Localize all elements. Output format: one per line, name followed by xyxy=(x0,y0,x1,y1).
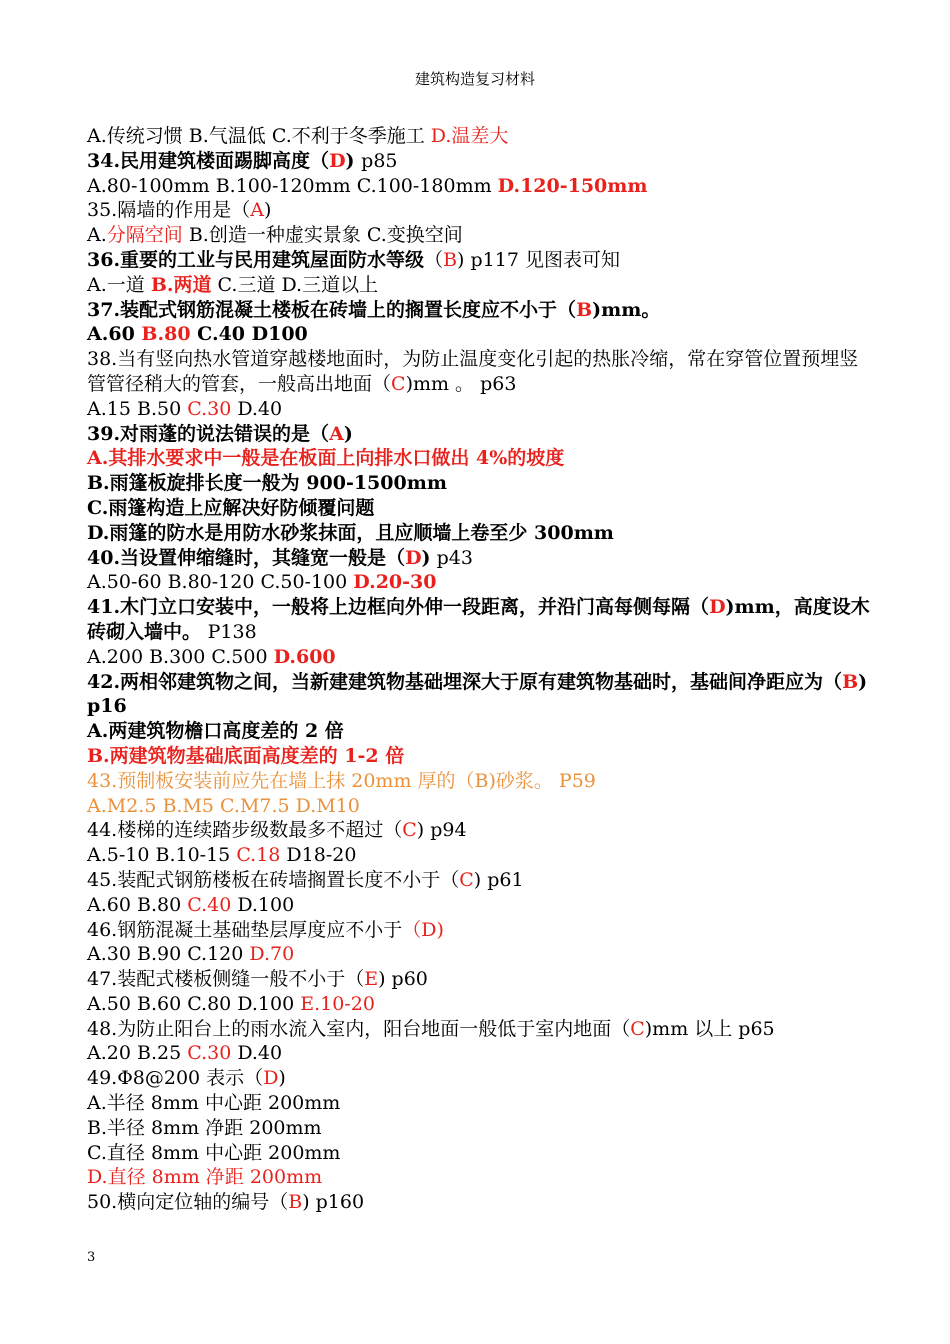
answer-text: E.10-20 xyxy=(300,992,375,1015)
answer-text: C.30 xyxy=(187,1042,232,1065)
text-segment: C.40 D100 xyxy=(190,323,308,346)
text-segment: )mm，高度设木砖砌入墙中。 xyxy=(87,596,870,643)
text-segment: 36.重要的工业与民用建筑屋面防水等级 xyxy=(87,248,425,271)
text-segment: p43 xyxy=(430,546,473,569)
text-line xyxy=(87,471,877,496)
text-segment: 35.隔墙的作用是（ xyxy=(87,199,251,222)
answer-text: E xyxy=(364,968,379,991)
answer-text: D.70 xyxy=(249,943,295,966)
answer-text: C xyxy=(630,1017,645,1040)
answer-text: C.18 xyxy=(236,844,281,867)
text-segment: ) p60 xyxy=(378,968,428,991)
text-segment: （ xyxy=(424,248,444,271)
answer-text: C xyxy=(391,372,406,395)
answer-text: C.40 xyxy=(187,893,232,916)
document-body xyxy=(87,124,877,1215)
text-line xyxy=(87,1116,877,1141)
text-segment: ) p61 xyxy=(473,868,524,891)
text-segment: A.60 xyxy=(87,323,142,346)
answer-text: A.其排水要求中一般是在板面上向排水口做出 4%的坡度 xyxy=(87,447,565,470)
answer-text: C xyxy=(459,868,474,891)
text-segment: A.两建筑物檐口高度差的 2 倍 xyxy=(87,720,344,743)
text-segment: A.15 B.50 xyxy=(87,397,188,420)
text-segment: 37.装配式钢筋混凝土楼板在砖墙上的搁置长度应不小于（ xyxy=(87,298,577,321)
text-segment: 40.当设置伸缩缝时，其缝宽一般是（ xyxy=(87,546,406,569)
text-segment: A.50 B.60 C.80 D.100 xyxy=(87,992,301,1015)
text-line xyxy=(87,1190,877,1215)
answer-text: B xyxy=(288,1191,303,1214)
answer-text: D xyxy=(405,546,422,569)
text-segment: 41.木门立口安装中，一般将上边框向外伸一段距离，并沿门高每侧每隔（ xyxy=(87,596,710,619)
text-segment: D.40 xyxy=(231,397,283,420)
text-line xyxy=(87,744,877,769)
text-line xyxy=(87,149,877,174)
text-line xyxy=(87,347,877,397)
answer-text: 分隔空间 xyxy=(106,224,183,247)
text-segment: A.一道 xyxy=(87,273,151,296)
text-segment: ) xyxy=(343,422,353,445)
text-line xyxy=(87,942,877,967)
text-segment: ) p94 xyxy=(416,819,467,842)
text-segment: 46.钢筋混凝土基础垫层厚度应不小于 xyxy=(87,918,403,941)
page-number: 3 xyxy=(87,1250,96,1265)
text-segment: D.100 xyxy=(231,893,295,916)
text-segment: )mm 以上 p65 xyxy=(644,1017,775,1040)
text-line xyxy=(87,570,877,595)
answer-text: B.两建筑物基础底面高度差的 1-2 倍 xyxy=(87,744,405,767)
text-segment: C.直径 8mm 中心距 200mm xyxy=(87,1141,341,1164)
page-header: 建筑构造复习材料 xyxy=(414,70,535,88)
answer-text: A xyxy=(329,422,344,445)
answer-text: A xyxy=(250,199,264,222)
text-segment: ) xyxy=(278,1067,286,1090)
text-line xyxy=(87,223,877,248)
text-line xyxy=(87,843,877,868)
answer-text: 43.预制板安装前应先在墙上抹 20mm 厚的（B)砂浆。 P59 xyxy=(87,769,596,792)
text-segment: C.三道 D.三道以上 xyxy=(211,273,379,296)
answer-text: D.20-30 xyxy=(353,571,437,594)
text-line xyxy=(87,124,877,149)
answer-text: D xyxy=(329,149,346,172)
text-line xyxy=(87,1091,877,1116)
text-segment: 42.两相邻建筑物之间，当新建建筑物基础埋深大于原有建筑物基础时，基础间净距应为（ xyxy=(87,670,843,693)
answer-text: A.M2.5 B.M5 C.M7.5 D.M10 xyxy=(87,794,360,817)
text-segment: P138 xyxy=(207,620,257,643)
text-segment: ) p160 xyxy=(302,1191,365,1214)
text-segment: D18-20 xyxy=(280,844,357,867)
text-segment: B.半径 8mm 净距 200mm xyxy=(87,1116,322,1139)
answer-text: D xyxy=(263,1067,279,1090)
text-segment: ) xyxy=(345,149,362,172)
text-segment: ) p16 xyxy=(87,670,868,718)
text-segment: ) p117 见图表可知 xyxy=(457,248,620,271)
text-line xyxy=(87,769,877,794)
text-line xyxy=(87,322,877,347)
text-segment: B.雨篷板旋排长度一般为 900-1500mm xyxy=(87,472,447,495)
text-segment: 38.当有竖向热水管道穿越楼地面时，为防止温度变化引起的热胀冷缩，常在穿管位置预埋竖管管径稍大的管套，一般高出地面（ xyxy=(87,348,859,395)
text-segment: D.雨篷的防水是用防水砂浆抹面，且应顺墙上卷至少 300mm xyxy=(87,521,614,544)
text-line xyxy=(87,496,877,521)
answer-text: D.120-150mm xyxy=(497,174,648,197)
text-segment: A.80-100mm B.100-120mm C.100-180mm xyxy=(87,174,498,197)
text-line xyxy=(87,868,877,893)
answer-text: B xyxy=(842,670,859,693)
text-line xyxy=(87,1017,877,1042)
text-line xyxy=(87,645,877,670)
text-line xyxy=(87,719,877,744)
text-segment: 44.楼梯的连续踏步级数最多不超过（ xyxy=(87,819,403,842)
answer-text: C xyxy=(402,819,417,842)
answer-text: B.两道 xyxy=(150,273,212,296)
text-segment: ) xyxy=(263,199,272,222)
text-line xyxy=(87,893,877,918)
text-line xyxy=(87,670,877,720)
text-segment: A.20 B.25 xyxy=(87,1042,188,1065)
text-segment: A.5-10 B.10-15 xyxy=(87,844,237,867)
text-line xyxy=(87,521,877,546)
text-segment: A. xyxy=(87,224,107,247)
text-line xyxy=(87,1066,877,1091)
text-segment: 48.为防止阳台上的雨水流入室内，阳台地面一般低于室内地面（ xyxy=(87,1017,631,1040)
text-line xyxy=(87,298,877,323)
text-line xyxy=(87,1165,877,1190)
answer-text: B xyxy=(443,248,458,271)
text-segment: p85 xyxy=(361,149,398,172)
answer-text: （D) xyxy=(402,918,444,941)
answer-text: D.600 xyxy=(273,645,336,668)
text-segment: A.传统习惯 B.气温低 C.不利于冬季施工 xyxy=(87,125,431,147)
text-segment: 34.民用建筑楼面踢脚高度（ xyxy=(87,149,330,172)
text-line xyxy=(87,248,877,273)
answer-text: B.80 xyxy=(141,323,191,346)
text-segment: A.50-60 B.80-120 C.50-100 xyxy=(87,571,354,594)
text-segment: A.半径 8mm 中心距 200mm xyxy=(87,1092,341,1115)
text-line xyxy=(87,546,877,571)
text-line xyxy=(87,794,877,819)
text-segment: )mm 。 p63 xyxy=(405,372,517,395)
text-segment: 39.对雨蓬的说法错误的是（ xyxy=(87,422,330,445)
text-line xyxy=(87,918,877,943)
text-line xyxy=(87,422,877,447)
answer-text: D.温差大 xyxy=(430,125,509,147)
text-line xyxy=(87,1141,877,1166)
text-segment: ) xyxy=(421,546,431,569)
text-segment: A.30 B.90 C.120 xyxy=(87,943,250,966)
text-line xyxy=(87,198,877,223)
text-segment: 49.Φ8@200 表示（ xyxy=(87,1067,264,1090)
answer-text: D.直径 8mm 净距 200mm xyxy=(87,1166,323,1189)
text-segment: )mm。 xyxy=(592,298,661,321)
text-line xyxy=(87,992,877,1017)
text-line xyxy=(87,174,877,199)
text-segment: A.60 B.80 xyxy=(87,893,188,916)
answer-text: C.30 xyxy=(187,397,232,420)
text-segment: 45.装配式钢筋楼板在砖墙搁置长度不小于（ xyxy=(87,868,460,891)
text-line xyxy=(87,818,877,843)
text-line xyxy=(87,397,877,422)
text-line xyxy=(87,446,877,471)
text-line xyxy=(87,1041,877,1066)
answer-text: B xyxy=(576,298,593,321)
text-segment: B.创造一种虚实景象 C.变换空间 xyxy=(182,224,463,247)
text-segment: A.200 B.300 C.500 xyxy=(87,645,274,668)
text-segment: 47.装配式楼板侧缝一般不小于（ xyxy=(87,968,365,991)
answer-text: D xyxy=(709,596,726,619)
text-segment: 50.横向定位轴的编号（ xyxy=(87,1191,289,1214)
text-line xyxy=(87,273,877,298)
text-line xyxy=(87,595,877,645)
text-segment: D.40 xyxy=(231,1042,283,1065)
text-segment: C.雨篷构造上应解决好防倾覆问题 xyxy=(87,496,375,519)
text-line xyxy=(87,967,877,992)
